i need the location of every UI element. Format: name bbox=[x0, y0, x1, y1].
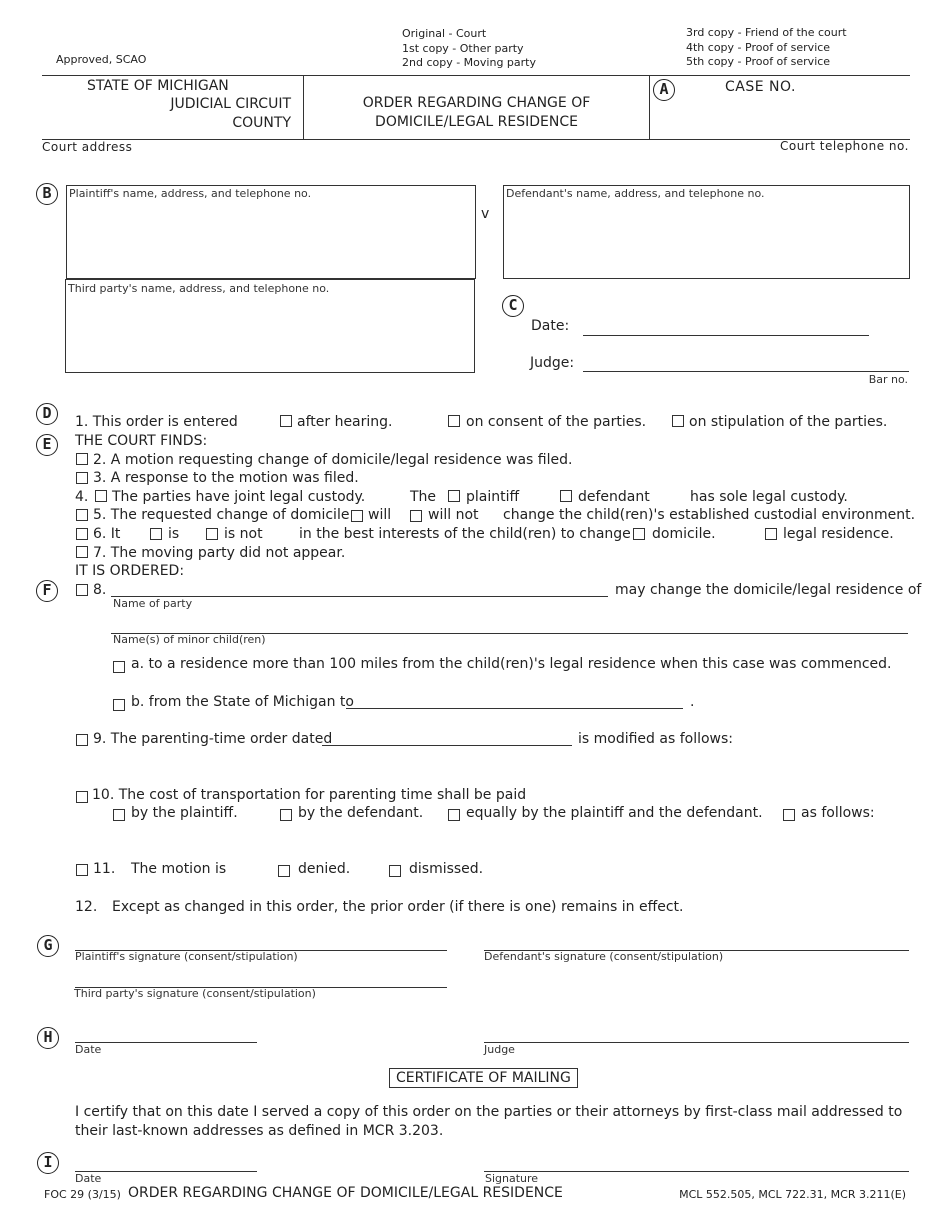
after-hearing-label: after hearing. bbox=[297, 414, 393, 430]
paid-defendant-label: by the defendant. bbox=[298, 805, 424, 821]
item11-text: The motion is bbox=[131, 861, 227, 877]
is-label: is bbox=[168, 526, 180, 542]
defendant-signature-label: Defendant's signature (consent/stipulation) bbox=[484, 950, 724, 963]
ordered-heading: IT IS ORDERED: bbox=[75, 563, 185, 579]
plaintiff-signature-label: Plaintiff's signature (consent/stipulation) bbox=[75, 950, 298, 963]
paid-as-follows-checkbox[interactable] bbox=[783, 809, 795, 821]
legal-residence-checkbox[interactable] bbox=[765, 528, 777, 540]
marker-g: G bbox=[37, 935, 59, 957]
stipulation-checkbox[interactable] bbox=[672, 415, 684, 427]
paid-plaintiff-label: by the plaintiff. bbox=[131, 805, 238, 821]
item4-text: The parties have joint legal custody. bbox=[112, 489, 366, 505]
children-name-label: Name(s) of minor child(ren) bbox=[113, 633, 266, 646]
judge-label: Judge: bbox=[530, 355, 575, 371]
copy-line: Original - Court bbox=[402, 27, 487, 40]
item9-checkbox[interactable] bbox=[76, 734, 88, 746]
order-date-label: Date bbox=[75, 1043, 102, 1056]
form-number: FOC 29 (3/15) bbox=[44, 1188, 121, 1201]
order-date-line[interactable] bbox=[75, 1042, 257, 1043]
item11-number: 11. bbox=[93, 861, 116, 877]
caption-divider bbox=[649, 75, 650, 139]
item12-number: 12. bbox=[75, 899, 98, 915]
will-checkbox[interactable] bbox=[351, 510, 363, 522]
court-phone-label: Court telephone no. bbox=[779, 139, 909, 153]
footer-title: ORDER REGARDING CHANGE OF DOMICILE/LEGAL RESIDENCE bbox=[128, 1185, 563, 1201]
paid-defendant-checkbox[interactable] bbox=[280, 809, 292, 821]
court-address-label: Court address bbox=[42, 140, 133, 154]
dismissed-checkbox[interactable] bbox=[389, 865, 401, 877]
item4-number: 4. bbox=[75, 489, 89, 505]
item10-checkbox[interactable] bbox=[76, 791, 88, 803]
item5-text: 5. The requested change of domicile bbox=[93, 507, 350, 523]
item1-text: 1. This order is entered bbox=[75, 414, 238, 430]
item6-checkbox[interactable] bbox=[76, 528, 88, 540]
destination-line[interactable] bbox=[346, 708, 683, 709]
domicile-label: domicile. bbox=[652, 526, 716, 542]
item6-text: 6. It bbox=[93, 526, 121, 542]
item8b-period: . bbox=[690, 694, 695, 710]
copy-line: 1st copy - Other party bbox=[402, 41, 524, 55]
findings-heading: THE COURT FINDS: bbox=[75, 433, 208, 449]
item5-checkbox[interactable] bbox=[76, 509, 88, 521]
is-not-label: is not bbox=[224, 526, 263, 542]
form-title-line1: ORDER REGARDING CHANGE OF bbox=[362, 95, 591, 111]
item8-checkbox[interactable] bbox=[76, 584, 88, 596]
marker-d: D bbox=[36, 403, 58, 425]
marker-h: H bbox=[37, 1027, 59, 1049]
item8-may-text: may change the domicile/legal residence of bbox=[615, 582, 922, 598]
item3-text: 3. A response to the motion was filed. bbox=[93, 470, 359, 486]
sole-defendant-checkbox[interactable] bbox=[560, 490, 572, 502]
stipulation-label: on stipulation of the parties. bbox=[689, 414, 888, 430]
sole-plaintiff-label: plaintiff bbox=[466, 489, 520, 505]
copy-line: 2nd copy - Moving party bbox=[402, 56, 536, 69]
copy-line: 4th copy - Proof of service bbox=[686, 40, 831, 54]
after-hearing-checkbox[interactable] bbox=[280, 415, 292, 427]
consent-checkbox[interactable] bbox=[448, 415, 460, 427]
is-checkbox[interactable] bbox=[150, 528, 162, 540]
paid-as-follows-label: as follows: bbox=[801, 805, 875, 821]
will-not-label: will not bbox=[428, 507, 479, 523]
mailing-date-line[interactable] bbox=[75, 1171, 257, 1172]
date-line[interactable] bbox=[583, 335, 869, 336]
certificate-title: CERTIFICATE OF MAILING bbox=[389, 1068, 578, 1088]
domicile-checkbox[interactable] bbox=[633, 528, 645, 540]
joint-custody-checkbox[interactable] bbox=[95, 490, 107, 502]
item10-text: 10. The cost of transportation for parenting time shall be paid bbox=[92, 787, 527, 803]
certificate-text-line2: their last-known addresses as defined in MCR 3.203. bbox=[75, 1123, 444, 1139]
plaintiff-label: Plaintiff's name, address, and telephone no. bbox=[69, 187, 312, 200]
item4-the: The bbox=[410, 489, 437, 505]
marker-a: A bbox=[653, 79, 675, 101]
item8-number: 8. bbox=[93, 582, 107, 598]
item6-rest: in the best interests of the child(ren) to change bbox=[299, 526, 631, 542]
item11-checkbox[interactable] bbox=[76, 864, 88, 876]
paid-equally-label: equally by the plaintiff and the defendant. bbox=[466, 805, 763, 821]
versus-label: v bbox=[481, 206, 490, 222]
paid-equally-checkbox[interactable] bbox=[448, 809, 460, 821]
sole-defendant-label: defendant bbox=[578, 489, 650, 505]
item9-rest: is modified as follows: bbox=[578, 731, 734, 747]
legal-references: MCL 552.505, MCL 722.31, MCR 3.211(E) bbox=[679, 1188, 906, 1201]
copy-line: 3rd copy - Friend of the court bbox=[686, 26, 847, 39]
sole-plaintiff-checkbox[interactable] bbox=[448, 490, 460, 502]
item12-text: Except as changed in this order, the prior order (if there is one) remains in effect. bbox=[112, 899, 684, 915]
item5-rest: change the child(ren)'s established custodial environment. bbox=[503, 507, 916, 523]
approved-label: Approved, SCAO bbox=[56, 53, 147, 66]
judge-line[interactable] bbox=[583, 371, 909, 372]
case-no-label: CASE NO. bbox=[725, 79, 796, 95]
state-label: STATE OF MICHIGAN bbox=[87, 78, 229, 94]
dismissed-label: dismissed. bbox=[409, 861, 484, 877]
copies-distribution-left bbox=[402, 27, 536, 71]
name-party-label: Name of party bbox=[113, 597, 193, 610]
plaintiff-box[interactable] bbox=[66, 185, 476, 279]
item8b-checkbox[interactable] bbox=[113, 699, 125, 711]
marker-b: B bbox=[36, 183, 58, 205]
third-party-box[interactable] bbox=[65, 279, 475, 373]
judge-signature-label: Judge bbox=[484, 1043, 515, 1056]
county-label: COUNTY bbox=[232, 115, 291, 131]
item4-sole-text: has sole legal custody. bbox=[690, 489, 848, 505]
mailing-date-label: Date bbox=[75, 1172, 102, 1185]
marker-i: I bbox=[37, 1152, 59, 1174]
defendant-label: Defendant's name, address, and telephone no. bbox=[506, 187, 765, 200]
marker-f: F bbox=[36, 580, 58, 602]
will-label: will bbox=[368, 507, 392, 523]
date-label: Date: bbox=[531, 318, 570, 334]
denied-checkbox[interactable] bbox=[278, 865, 290, 877]
item9-text: 9. The parenting-time order dated bbox=[93, 731, 333, 747]
item2-checkbox[interactable] bbox=[76, 453, 88, 465]
paid-plaintiff-checkbox[interactable] bbox=[113, 809, 125, 821]
parenting-time-date-line[interactable] bbox=[322, 745, 572, 746]
circuit-label: JUDICIAL CIRCUIT bbox=[170, 96, 291, 112]
marker-c: C bbox=[502, 295, 524, 317]
will-not-checkbox[interactable] bbox=[410, 510, 422, 522]
bar-no-label: Bar no. bbox=[868, 373, 908, 386]
third-party-label: Third party's name, address, and telephone no. bbox=[68, 282, 330, 295]
form-title-line2: DOMICILE/LEGAL RESIDENCE bbox=[375, 114, 578, 130]
marker-e: E bbox=[36, 434, 58, 456]
copies-distribution-right bbox=[686, 26, 847, 70]
consent-label: on consent of the parties. bbox=[466, 414, 647, 430]
mailing-signature-label: Signature bbox=[485, 1172, 539, 1185]
caption-bottom-rule bbox=[42, 139, 649, 140]
item8a-text: a. to a residence more than 100 miles from the child(ren)'s legal residence when this case was commenced. bbox=[131, 656, 892, 672]
item3-checkbox[interactable] bbox=[76, 472, 88, 484]
caption-top-rule bbox=[42, 75, 910, 76]
third-party-signature-label: Third party's signature (consent/stipulation) bbox=[74, 987, 316, 1000]
item2-text: 2. A motion requesting change of domicile/legal residence was filed. bbox=[93, 452, 573, 468]
legal-residence-label: legal residence. bbox=[783, 526, 894, 542]
defendant-box[interactable] bbox=[503, 185, 910, 279]
item8a-checkbox[interactable] bbox=[113, 661, 125, 673]
is-not-checkbox[interactable] bbox=[206, 528, 218, 540]
item8b-text: b. from the State of Michigan to bbox=[131, 694, 354, 710]
certificate-text-line1: I certify that on this date I served a copy of this order on the parties or their attorneys by first-class mail addressed to bbox=[75, 1104, 903, 1120]
denied-label: denied. bbox=[298, 861, 351, 877]
mailing-signature-line[interactable] bbox=[484, 1171, 909, 1172]
item7-text: 7. The moving party did not appear. bbox=[93, 545, 346, 561]
item7-checkbox[interactable] bbox=[76, 546, 88, 558]
copy-line: 5th copy - Proof of service bbox=[686, 55, 831, 68]
judge-signature-line[interactable] bbox=[484, 1042, 909, 1043]
